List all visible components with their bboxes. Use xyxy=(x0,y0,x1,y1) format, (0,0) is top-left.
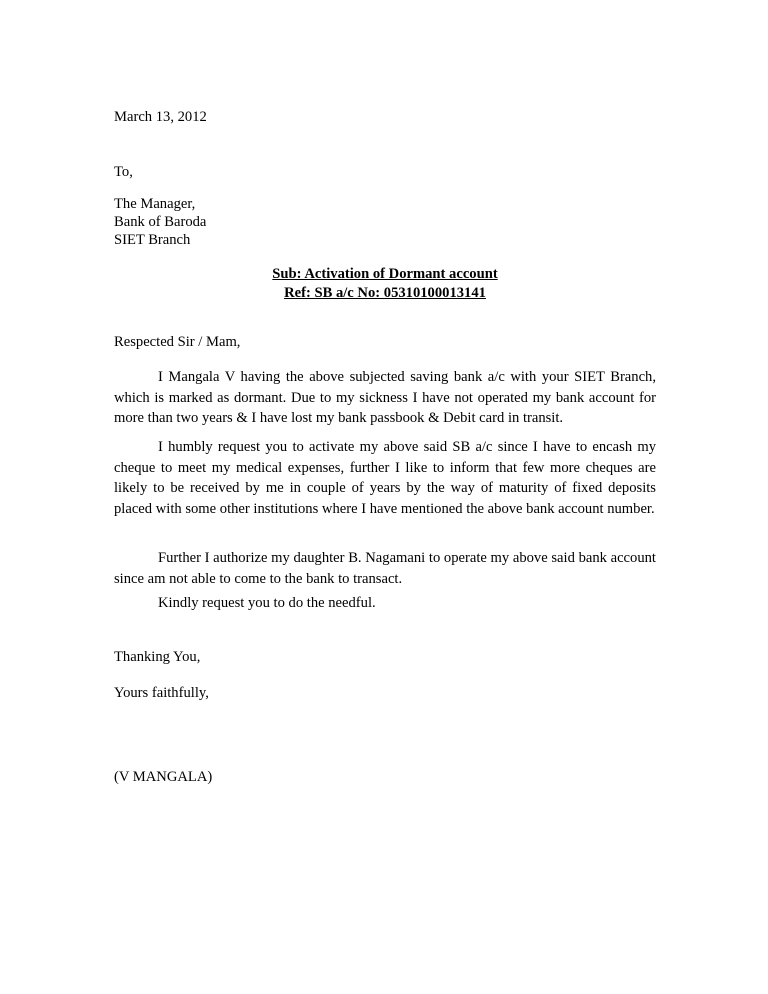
body-paragraph-1: I Mangala V having the above subjected saving bank a/c with your SIET Branch, which is marked as dormant. Due to my sickness I have not operated my bank account for more than two years & I have lost my bank passbook & Debit card in transit. xyxy=(114,369,656,426)
recipient-branch: SIET Branch xyxy=(114,232,191,248)
body-paragraph-2: I humbly request you to activate my above said SB a/c since I have to encash my cheque to meet my medical expenses, further I like to inform that few more cheques are likely to be received by me in couple of years by the way of maturity of fixed deposits placed with some other institutions where I have mentioned the above bank account number. xyxy=(114,439,656,517)
letter-reference: Ref: SB a/c No: 05310100013141 xyxy=(284,285,486,301)
letter-salutation: Respected Sir / Mam, xyxy=(114,334,241,350)
body-paragraph-4: Kindly request you to do the needful. xyxy=(158,595,376,611)
letter-thanks: Thanking You, xyxy=(114,649,201,665)
recipient-title: The Manager, xyxy=(114,196,196,212)
letter-closing: Yours faithfully, xyxy=(114,685,209,701)
letter-to: To, xyxy=(114,164,133,180)
body-paragraph-3: Further I authorize my daughter B. Nagamani to operate my above said bank account since am not able to come to the bank to transact. xyxy=(114,550,656,587)
letter-date: March 13, 2012 xyxy=(114,109,207,125)
recipient-bank: Bank of Baroda xyxy=(114,214,207,230)
letter-signature: (V MANGALA) xyxy=(114,769,213,785)
letter-subject: Sub: Activation of Dormant account xyxy=(272,266,498,282)
